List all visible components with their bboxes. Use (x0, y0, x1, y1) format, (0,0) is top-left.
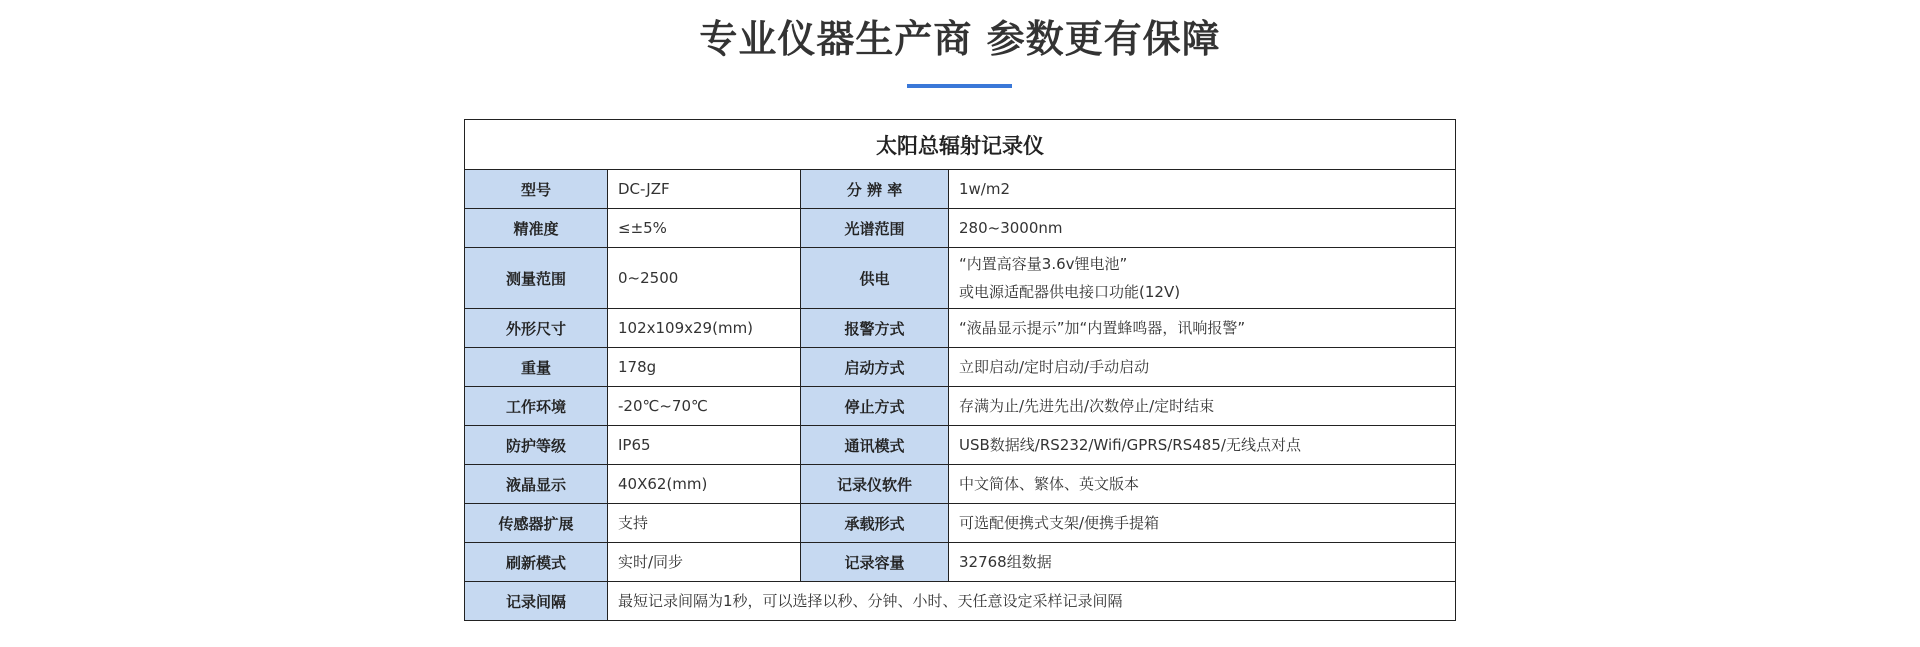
spec-label: 传感器扩展 (465, 504, 608, 543)
spec-label: 工作环境 (465, 387, 608, 426)
table-row (465, 309, 1456, 348)
spec-label: 液晶显示 (465, 465, 608, 504)
spec-label: 报警方式 (801, 309, 949, 348)
table-row (465, 543, 1456, 582)
spec-value: 支持 (608, 504, 801, 543)
table-row (465, 170, 1456, 209)
spec-value: 0~2500 (608, 248, 801, 309)
spec-label: 记录间隔 (465, 582, 608, 621)
page-heading: 专业仪器生产商 参数更有保障 (699, 17, 1221, 61)
spec-value: 280~3000nm (949, 209, 1456, 248)
spec-value: ≤±5% (608, 209, 801, 248)
spec-value: 实时/同步 (608, 543, 801, 582)
spec-label: 记录仪软件 (801, 465, 949, 504)
spec-label: 型号 (465, 170, 608, 209)
heading-underline (907, 84, 1012, 88)
spec-value: USB数据线/RS232/Wifi/GPRS/RS485/无线点对点 (949, 426, 1456, 465)
spec-label: 精准度 (465, 209, 608, 248)
table-row (465, 209, 1456, 248)
spec-value: 40X62(mm) (608, 465, 801, 504)
spec-label: 记录容量 (801, 543, 949, 582)
spec-label: 启动方式 (801, 348, 949, 387)
spec-label: 外形尺寸 (465, 309, 608, 348)
spec-label: 防护等级 (465, 426, 608, 465)
table-row (465, 504, 1456, 543)
spec-value: 1w/m2 (949, 170, 1456, 209)
table-row (465, 465, 1456, 504)
table-row (465, 426, 1456, 465)
spec-label: 停止方式 (801, 387, 949, 426)
spec-label: 测量范围 (465, 248, 608, 309)
table-title-row (465, 120, 1456, 170)
spec-value: 可选配便携式支架/便携手提箱 (949, 504, 1456, 543)
spec-label: 供电 (801, 248, 949, 309)
table-row (465, 582, 1456, 621)
spec-value: 178g (608, 348, 801, 387)
spec-value: -20℃~70℃ (608, 387, 801, 426)
spec-table (464, 119, 1456, 621)
table-row (465, 348, 1456, 387)
table-row (465, 248, 1456, 309)
spec-value: 32768组数据 (949, 543, 1456, 582)
spec-value: IP65 (608, 426, 801, 465)
spec-label: 重量 (465, 348, 608, 387)
spec-value (949, 248, 1456, 309)
table-title: 太阳总辐射记录仪 (465, 120, 1456, 170)
spec-value: DC-JZF (608, 170, 801, 209)
spec-value: 立即启动/定时启动/手动启动 (949, 348, 1456, 387)
spec-label: 光谱范围 (801, 209, 949, 248)
table-row (465, 387, 1456, 426)
spec-value-line: “内置高容量3.6v锂电池” (959, 255, 1128, 273)
spec-label: 承载形式 (801, 504, 949, 543)
spec-label: 通讯模式 (801, 426, 949, 465)
spec-value: 存满为止/先进先出/次数停止/定时结束 (949, 387, 1456, 426)
spec-value: 中文简体、繁体、英文版本 (949, 465, 1456, 504)
spec-value: 最短记录间隔为1秒，可以选择以秒、分钟、小时、天任意设定采样记录间隔 (608, 582, 1456, 621)
spec-value: “液晶显示提示”加“内置蜂鸣器，讯响报警” (949, 309, 1456, 348)
spec-label: 刷新模式 (465, 543, 608, 582)
spec-value: 102x109x29(mm) (608, 309, 801, 348)
spec-label: 分 辨 率 (801, 170, 949, 209)
spec-value-line: 或电源适配器供电接口功能(12V) (959, 283, 1181, 301)
